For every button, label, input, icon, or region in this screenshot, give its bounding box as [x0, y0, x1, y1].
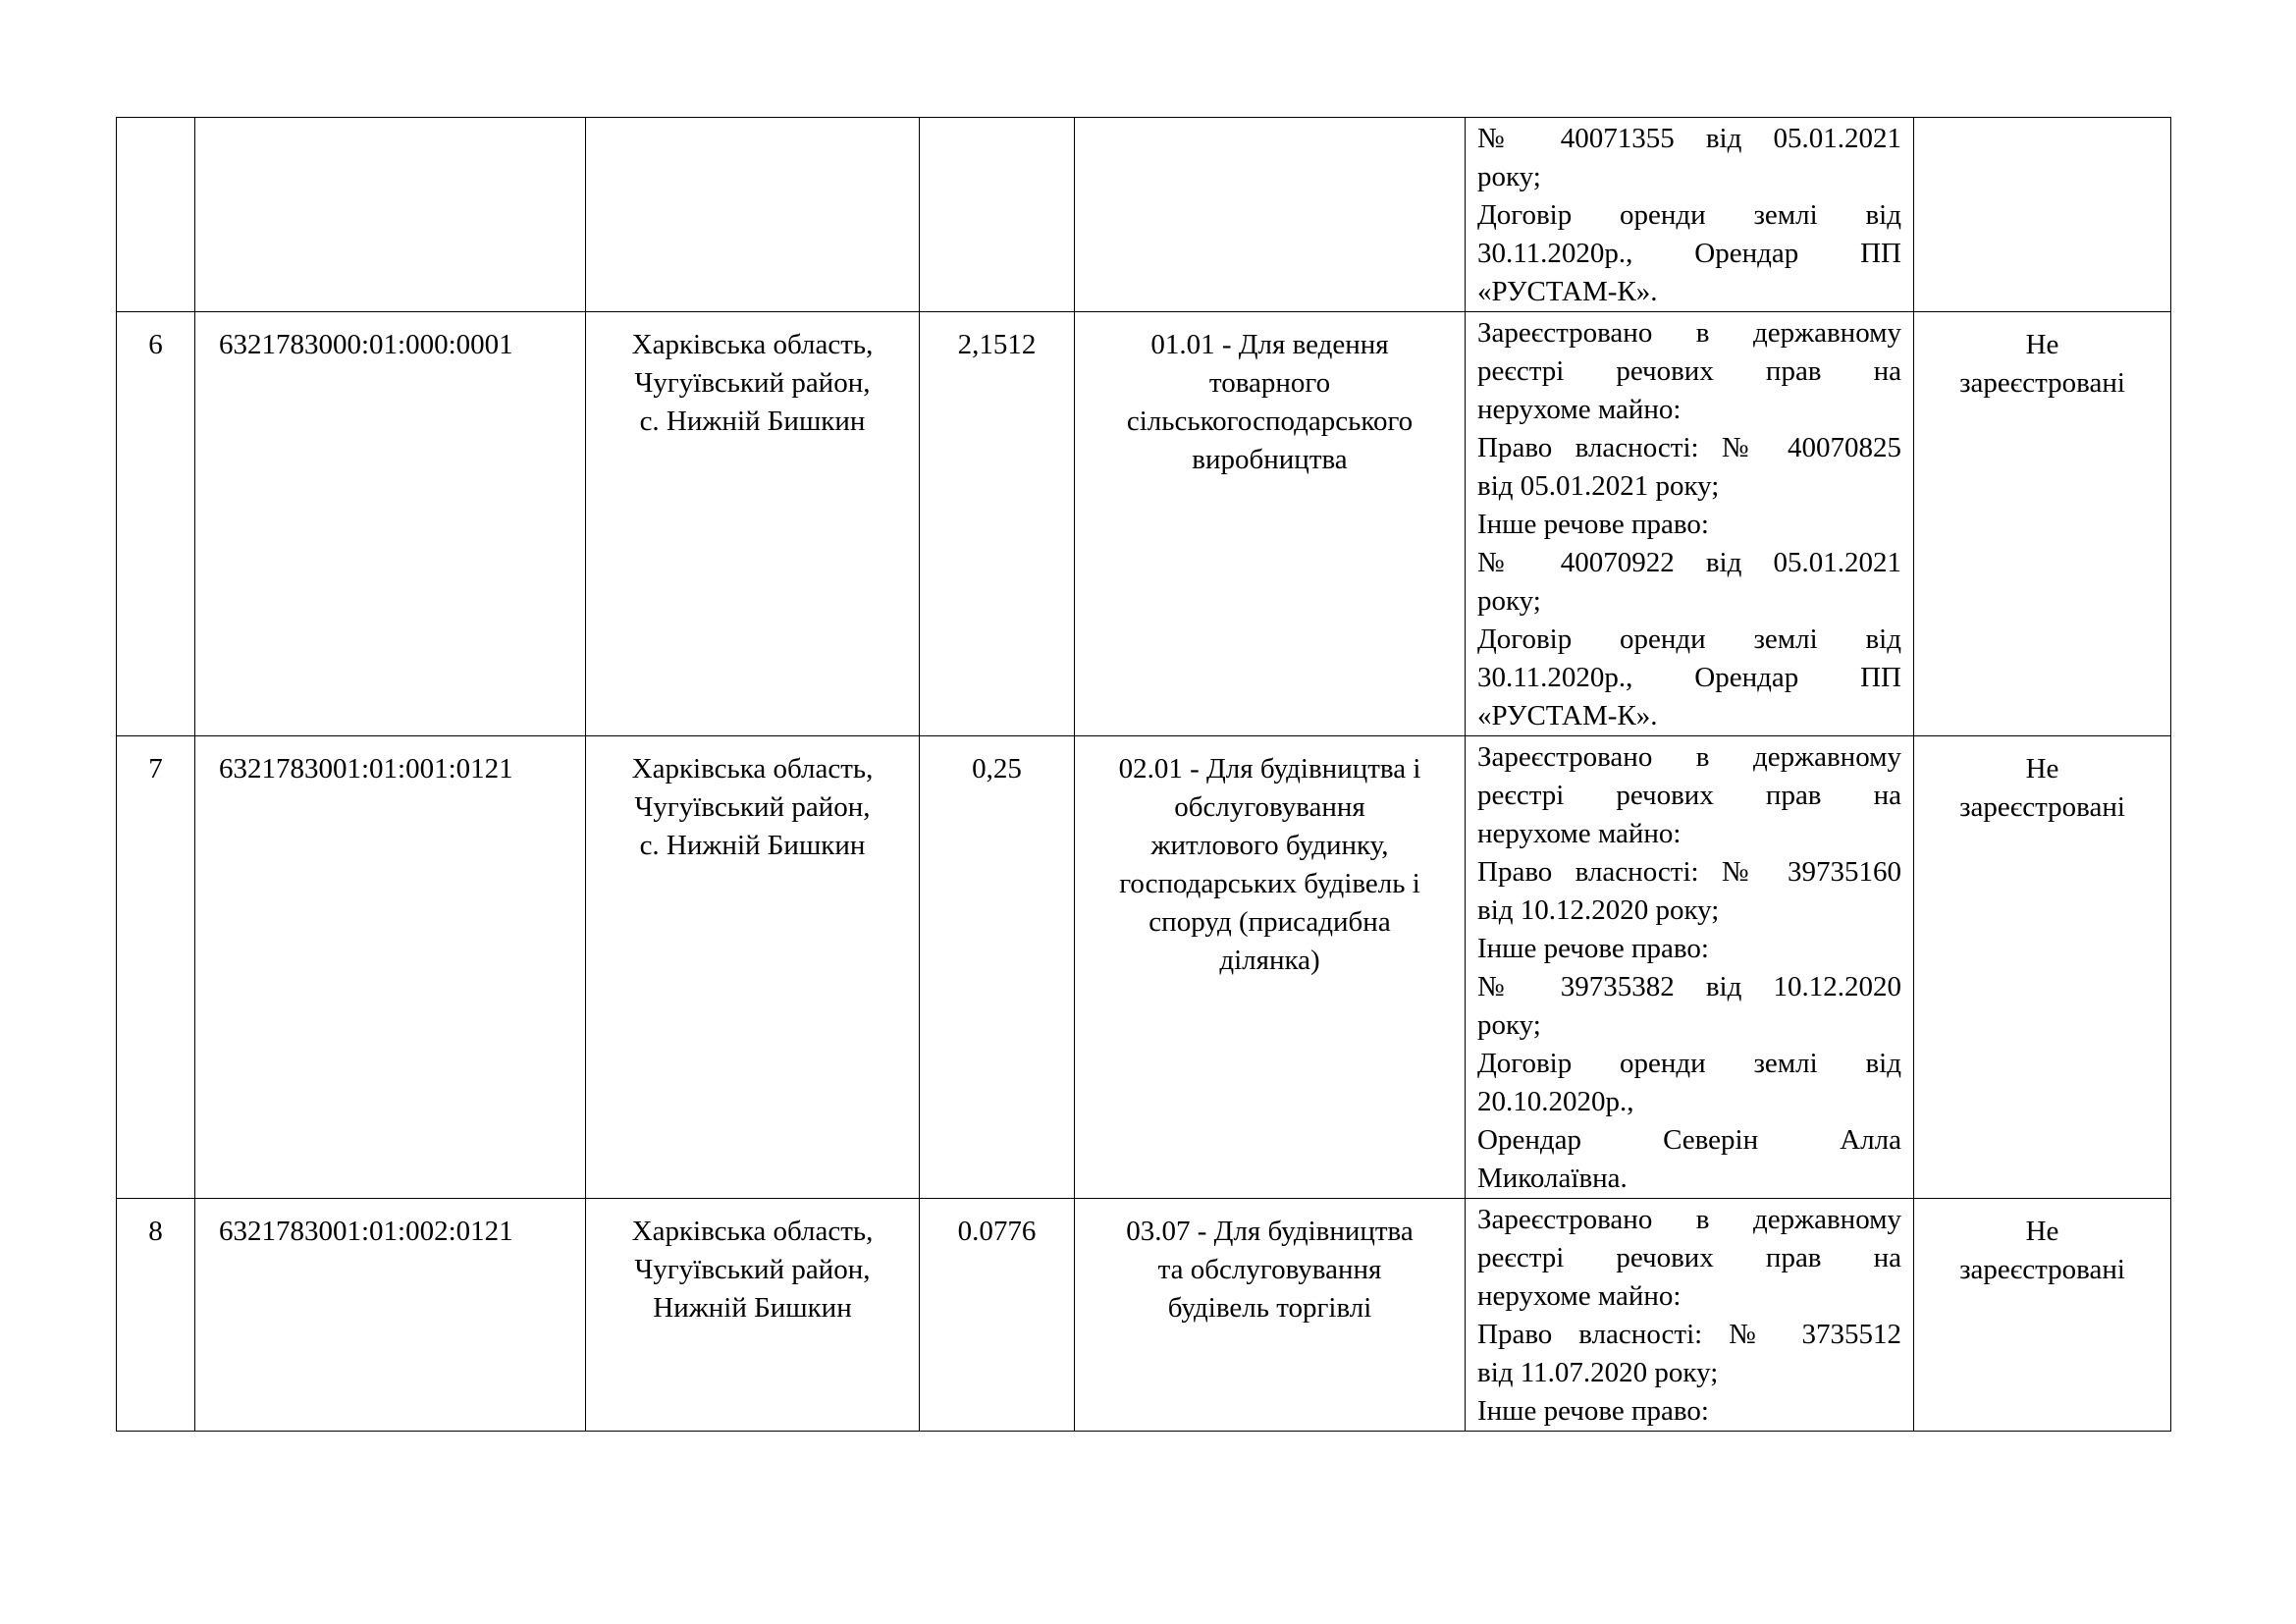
registration-info-line: нерухоме майно:	[1477, 394, 1682, 425]
address-line: Чугуївський район,	[634, 367, 871, 399]
purpose-line: 01.01 - Для ведення	[1150, 329, 1389, 360]
registration-info-cell	[1466, 1199, 1914, 1432]
registration-info-line: Договір оренди землі від	[1477, 199, 1901, 231]
land-plots-table	[116, 117, 2171, 1432]
purpose-line: ділянка)	[1219, 945, 1320, 976]
area-cell	[920, 736, 1075, 1199]
address-line: Нижній Бишкин	[653, 1292, 852, 1324]
area-cell	[920, 118, 1075, 312]
registration-info-line: Орендар Северін Алла	[1477, 1124, 1901, 1156]
cadastral-number: 6321783000:01:000:0001	[219, 329, 513, 360]
purpose-cell	[1075, 312, 1466, 736]
cadastral-number: 6321783001:01:002:0121	[219, 1216, 513, 1247]
row-number: 7	[148, 753, 163, 785]
purpose-cell	[1075, 736, 1466, 1199]
purpose-line: обслуговування	[1174, 791, 1365, 823]
registration-info-line: № 40071355 від 05.01.2021	[1477, 123, 1901, 154]
cadastral-number-cell	[195, 312, 586, 736]
registration-info-line: Право власності: № 39735160	[1477, 856, 1901, 888]
registration-info-cell	[1466, 736, 1914, 1199]
address-line: с. Нижній Бишкин	[639, 830, 866, 861]
registration-info-line: 30.11.2020р., Орендар ПП	[1477, 238, 1901, 269]
registration-info-line: Право власності: № 40070825	[1477, 432, 1901, 463]
address-cell	[586, 736, 920, 1199]
registration-info-line: Миколаївна.	[1477, 1163, 1628, 1194]
purpose-line: споруд (присадибна	[1148, 906, 1391, 938]
row-number-cell	[117, 312, 195, 736]
purpose-line: сільськогосподарського	[1126, 406, 1414, 437]
address-cell	[586, 312, 920, 736]
address-line: Чугуївський район,	[634, 791, 871, 823]
status-cell	[1914, 118, 2171, 312]
status-line: зареєстровані	[1959, 367, 2125, 399]
registration-info-line: Зареєстровано в державному	[1477, 741, 1901, 773]
registration-info-line: «РУСТАМ-К».	[1477, 276, 1658, 307]
purpose-line: виробництва	[1192, 444, 1348, 475]
registration-info-line: 30.11.2020р., Орендар ПП	[1477, 662, 1901, 693]
registration-info-line: року;	[1477, 585, 1541, 617]
status-line: Не	[2025, 329, 2059, 360]
status-line: зареєстровані	[1959, 791, 2125, 823]
address-cell	[586, 118, 920, 312]
registration-info-line: № 40070922 від 05.01.2021	[1477, 547, 1901, 578]
status-cell	[1914, 312, 2171, 736]
area-cell	[920, 1199, 1075, 1432]
registration-info-line: реєстрі речових прав на	[1477, 355, 1901, 387]
row-number: 6	[148, 329, 163, 360]
registration-info-line: Інше речове право:	[1477, 509, 1709, 540]
address-cell	[586, 1199, 920, 1432]
registration-info-line: № 39735382 від 10.12.2020	[1477, 971, 1901, 1002]
address-line: Харківська область,	[631, 1216, 874, 1247]
registration-info-line: «РУСТАМ-К».	[1477, 700, 1658, 731]
row-number-cell	[117, 1199, 195, 1432]
registration-info-line: від 05.01.2021 року;	[1477, 470, 1720, 502]
registration-info-line: реєстрі речових прав на	[1477, 780, 1901, 811]
registration-info-line: 20.10.2020р.,	[1477, 1086, 1634, 1117]
table-row	[117, 312, 2171, 736]
status-line: зареєстровані	[1959, 1254, 2125, 1285]
purpose-line: 03.07 - Для будівництва	[1126, 1216, 1414, 1247]
registration-info-line: Договір оренди землі від	[1477, 623, 1901, 655]
address-line: с. Нижній Бишкин	[639, 406, 866, 437]
registration-info-line: Зареєстровано в державному	[1477, 317, 1901, 349]
table-body	[117, 118, 2171, 1432]
status-cell	[1914, 736, 2171, 1199]
status-line: Не	[2025, 753, 2059, 785]
address-line: Харківська область,	[631, 753, 874, 785]
address-line: Чугуївський район,	[634, 1254, 871, 1285]
registration-info-cell	[1466, 312, 1914, 736]
purpose-line: житлового будинку,	[1150, 830, 1389, 861]
table-row	[117, 118, 2171, 312]
row-number: 8	[148, 1216, 163, 1247]
registration-info-line: Договір оренди землі від	[1477, 1048, 1901, 1079]
address-line: Харківська область,	[631, 329, 874, 360]
status-line: Не	[2025, 1216, 2059, 1247]
row-number-cell	[117, 118, 195, 312]
registration-info-line: від 11.07.2020 року;	[1477, 1357, 1719, 1388]
cadastral-number: 6321783001:01:001:0121	[219, 753, 513, 785]
table-row	[117, 1199, 2171, 1432]
cadastral-number-cell	[195, 1199, 586, 1432]
area-value: 2,1512	[957, 329, 1037, 360]
purpose-line: товарного	[1208, 367, 1331, 399]
row-number-cell	[117, 736, 195, 1199]
purpose-line: господарських будівель і	[1119, 868, 1420, 899]
area-value: 0,25	[972, 753, 1022, 785]
cadastral-number-cell	[195, 118, 586, 312]
registration-info-cell	[1466, 118, 1914, 312]
registration-info-line: від 10.12.2020 року;	[1477, 894, 1720, 926]
area-value: 0.0776	[957, 1216, 1037, 1247]
registration-info-line: Право власності: № 3735512	[1477, 1319, 1901, 1350]
registration-info-line: реєстрі речових прав на	[1477, 1242, 1901, 1273]
purpose-line: будівель торгівлі	[1167, 1292, 1372, 1324]
registration-info-line: Зареєстровано в державному	[1477, 1204, 1901, 1235]
registration-info-line: Інше речове право:	[1477, 933, 1709, 964]
registration-info-line: Інше речове право:	[1477, 1395, 1709, 1427]
status-cell	[1914, 1199, 2171, 1432]
registration-info-line: нерухоме майно:	[1477, 1280, 1682, 1312]
registration-info-line: нерухоме майно:	[1477, 818, 1682, 849]
purpose-line: 02.01 - Для будівництва і	[1118, 753, 1421, 785]
registration-info-line: року;	[1477, 1009, 1541, 1041]
registration-info-line: року;	[1477, 161, 1541, 192]
purpose-line: та обслуговування	[1157, 1254, 1382, 1285]
purpose-cell	[1075, 1199, 1466, 1432]
area-cell	[920, 312, 1075, 736]
purpose-cell	[1075, 118, 1466, 312]
cadastral-number-cell	[195, 736, 586, 1199]
table-row	[117, 736, 2171, 1199]
